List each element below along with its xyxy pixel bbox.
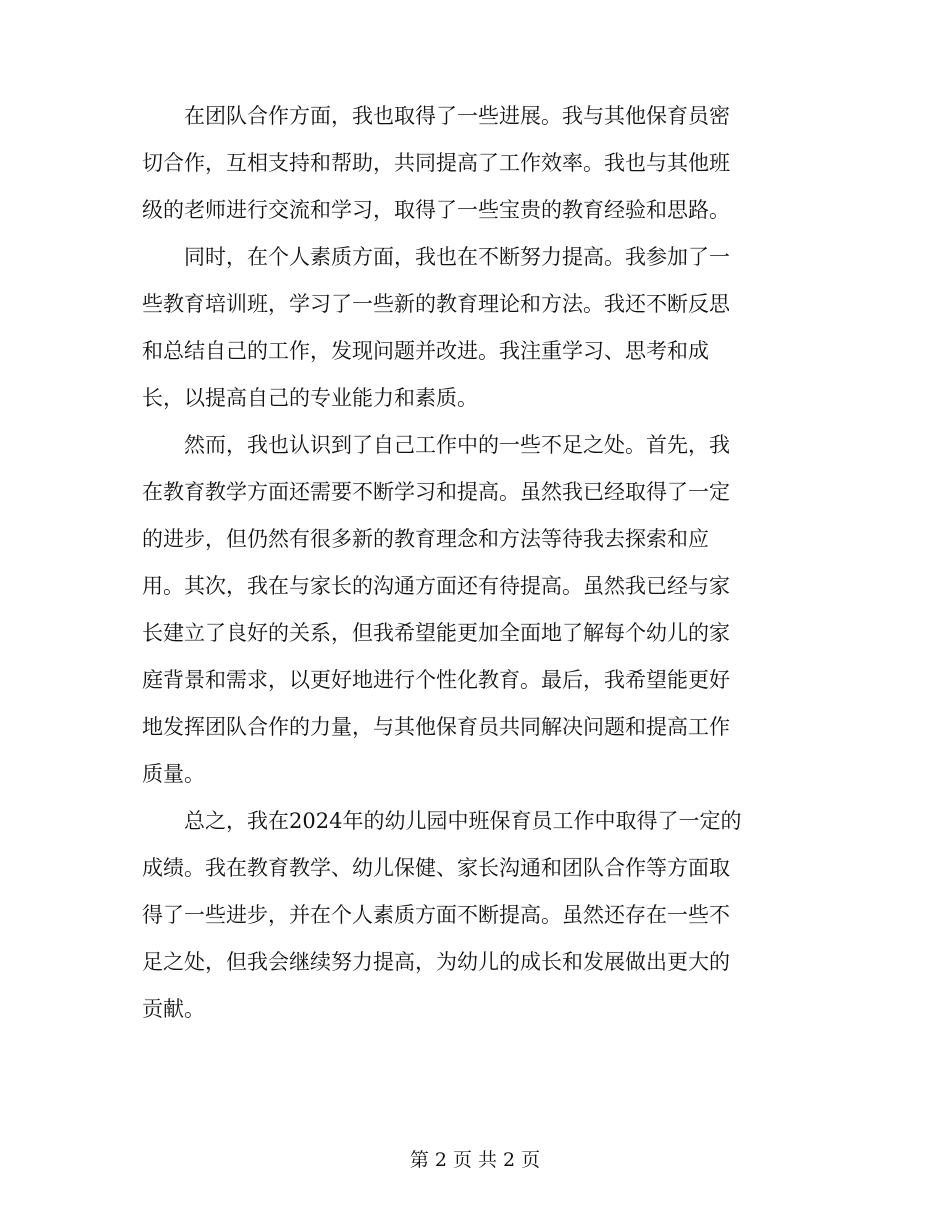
text-line: 同时，在个人素质方面，我也在不断努力提高。我参加了一 (142, 245, 730, 269)
text-line: 长，以提高自己的专业能力和素质。 (142, 386, 478, 410)
text-line: 成绩。我在教育教学、幼儿保健、家长沟通和团队合作等方面取 (142, 856, 730, 880)
text-line: 的进步，但仍然有很多新的教育理念和方法等待我去探索和应 (142, 527, 709, 551)
text-line: 贡献。 (142, 997, 205, 1021)
text-line: 在教育教学方面还需要不断学习和提高。虽然我已经取得了一定 (142, 480, 730, 504)
text-line: 地发挥团队合作的力量，与其他保育员共同解决问题和提高工作 (142, 715, 730, 739)
document-body (142, 101, 812, 1041)
text-line: 切合作，互相支持和帮助，共同提高了工作效率。我也与其他班 (142, 151, 730, 175)
text-line: 总之，我在2024年的幼儿园中班保育员工作中取得了一定的 (142, 809, 742, 833)
text-line: 长建立了良好的关系，但我希望能更加全面地了解每个幼儿的家 (142, 621, 730, 645)
page-number-footer: 第 2 页 共 2 页 (409, 1149, 541, 1171)
text-line: 然而，我也认识到了自己工作中的一些不足之处。首先，我 (142, 433, 730, 457)
text-line: 用。其次，我在与家长的沟通方面还有待提高。虽然我已经与家 (142, 574, 730, 598)
text-line: 和总结自己的工作，发现问题并改进。我注重学习、思考和成 (142, 339, 709, 363)
text-line: 在团队合作方面，我也取得了一些进展。我与其他保育员密 (142, 104, 730, 128)
text-line: 些教育培训班，学习了一些新的教育理论和方法。我还不断反思 (142, 292, 730, 316)
text-line: 得了一些进步，并在个人素质方面不断提高。虽然还存在一些不 (142, 903, 730, 927)
text-line: 足之处，但我会继续努力提高，为幼儿的成长和发展做出更大的 (142, 950, 730, 974)
text-line: 庭背景和需求，以更好地进行个性化教育。最后，我希望能更好 (142, 668, 730, 692)
text-line: 质量。 (142, 762, 205, 786)
text-line: 级的老师进行交流和学习，取得了一些宝贵的教育经验和思路。 (142, 198, 730, 222)
